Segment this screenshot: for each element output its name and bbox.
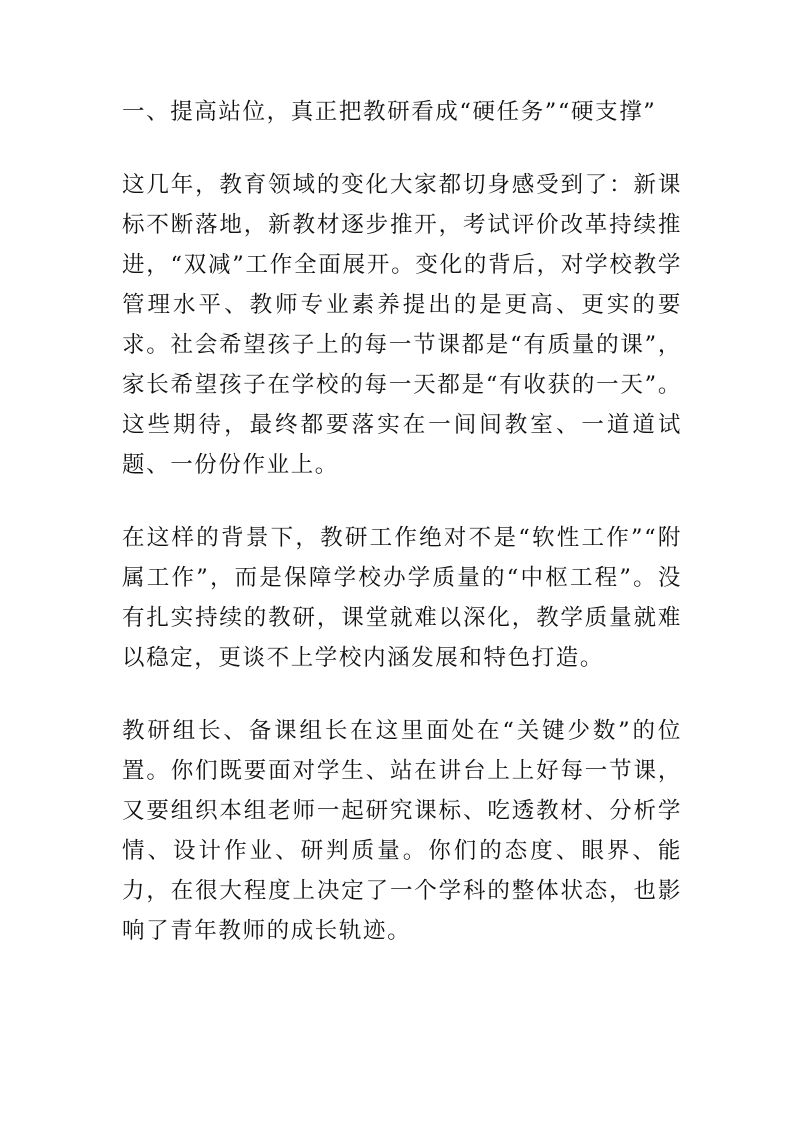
document-body (122, 92, 682, 951)
paragraph-2: 在这样的背景下，教研工作绝对不是“软性工作”“附属工作”，而是保障学校办学质量的“中枢工程”。没有扎实持续的教研，课堂就难以深化，教学质量就难以稳定，更谈不上学校内涵发展和特色打造。 (122, 525, 682, 671)
paragraph-3: 教研组长、备课组长在这里面处在“关键少数”的位置。你们既要面对学生、站在讲台上上好每一节课，又要组织本组老师一起研究课标、吃透教材、分析学情、设计作业、研判质量。你们的态度、眼界、能力，在很大程度上决定了一个学科的整体状态，也影响了青年教师的成长轨迹。 (122, 718, 682, 944)
paragraph-1: 这几年，教育领域的变化大家都切身感受到了：新课标不断落地，新教材逐步推开，考试评价改革持续推进，“双减”工作全面展开。变化的背后，对学校教学管理水平、教师专业素养提出的是更高、更实的要求。社会希望孩子上的每一节课都是“有质量的课”，家长希望孩子在学校的每一天都是“有收获的一天”。这些期待，最终都要落实在一间间教室、一道道试题、一份份作业上。 (122, 172, 682, 478)
section-heading: 一、提高站位，真正把教研看成“硬任务”“硬支撑” (122, 99, 657, 125)
